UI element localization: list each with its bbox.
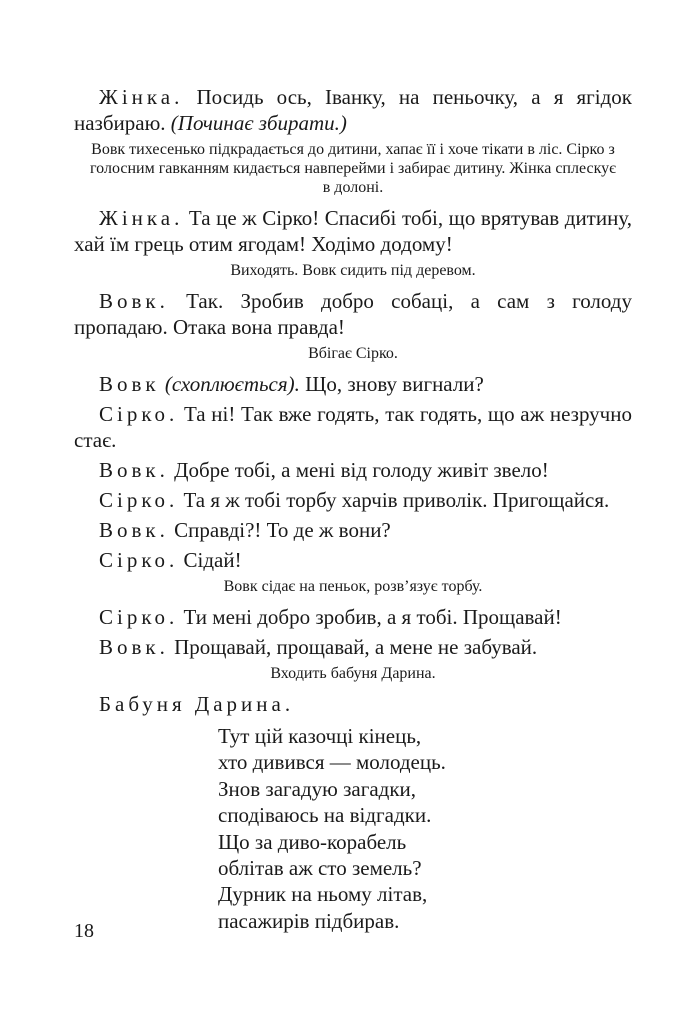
- play-text: [74, 84, 632, 934]
- line-text: Що, знову вигнали?: [299, 372, 484, 396]
- verse-line: облітав аж сто земель?: [218, 856, 422, 881]
- speaker-name: Вовк: [99, 372, 160, 396]
- dialogue-line: [74, 205, 632, 257]
- line-text: Справді?! То де ж вони?: [168, 518, 391, 542]
- page-number: 18: [74, 920, 94, 942]
- speaker-name: Вовк.: [99, 458, 169, 482]
- line-text: Сідай!: [178, 548, 242, 572]
- dialogue-line: [74, 604, 632, 630]
- verse-line: сподіваюсь на відгадки.: [218, 803, 432, 828]
- speaker-name: Вовк.: [99, 289, 169, 313]
- stage-remark: (Починає збирати.): [170, 111, 347, 135]
- speaker-name: Вовк.: [99, 518, 169, 542]
- stage-direction: Вовк сідає на пеньок, розв’язує торбу.: [223, 578, 483, 595]
- dialogue-line: [74, 288, 632, 340]
- verse-line: Дурник на ньому літав,: [218, 882, 428, 907]
- line-text: Та ні! Так вже годять, так годять, що аж незручно стає.: [74, 402, 632, 452]
- speaker-name: Вовк.: [99, 635, 169, 659]
- stage-remark: (схоплюється).: [159, 372, 300, 396]
- dialogue-line: [74, 691, 632, 717]
- speaker-name: Сірко.: [99, 488, 179, 512]
- verse-line: Що за диво-корабель: [218, 829, 407, 854]
- line-text: Так. Зробив добро собаці, а сам з голоду пропадаю. Отака вона правда!: [74, 289, 632, 339]
- verse-block: [218, 723, 632, 934]
- speaker-name: Жінка.: [99, 85, 184, 109]
- dialogue-line: [74, 84, 632, 136]
- verse-line: пасажирів підбирав.: [218, 908, 400, 933]
- line-text: Посидь ось, Іванку, на пеньочку, а я ягідок назбираю.: [74, 85, 632, 135]
- dialogue-line: [74, 487, 632, 513]
- dialogue-line: [74, 401, 632, 453]
- line-text: Прощавай, прощавай, а мене не забувай.: [168, 635, 538, 659]
- stage-direction: Входить бабуня Дарина.: [270, 665, 436, 682]
- speaker-name: Сірко.: [99, 402, 179, 426]
- stage-direction: Вовк тихесенько підкрадається до дитини, хапає її і хоче тікати в ліс. Сірко з голосним гавканням кидається навперейми і забирає дитину. Жінка сплескує в долоні.: [90, 141, 616, 196]
- verse-line: хто дивився — молодець.: [218, 750, 446, 775]
- line-text: Ти мені добро зробив, а я тобі. Прощавай!: [178, 605, 562, 629]
- stage-direction: Виходять. Вовк сидить під деревом.: [230, 262, 476, 279]
- verse-line: Знов загадую загадки,: [218, 776, 417, 801]
- dialogue-line: [74, 547, 632, 573]
- line-text: Добре тобі, а мені від голоду живіт звело!: [168, 458, 549, 482]
- line-text: Та я ж тобі торбу харчів приволік. Пригощайся.: [178, 488, 610, 512]
- dialogue-line: [74, 371, 632, 397]
- dialogue-line: [74, 457, 632, 483]
- line-text: Та це ж Сірко! Спасибі тобі, що врятував дитину, хай їм грець отим ягодам! Ходімо додому!: [74, 206, 632, 256]
- speaker-name: Жінка.: [99, 206, 184, 230]
- speaker-name: Бабуня Дарина.: [99, 692, 295, 716]
- verse-line: Тут цій казочці кінець,: [218, 724, 422, 748]
- stage-direction: Вбігає Сірко.: [308, 345, 398, 362]
- dialogue-line: [74, 517, 632, 543]
- speaker-name: Сірко.: [99, 605, 179, 629]
- dialogue-line: [74, 634, 632, 660]
- speaker-name: Сірко.: [99, 548, 179, 572]
